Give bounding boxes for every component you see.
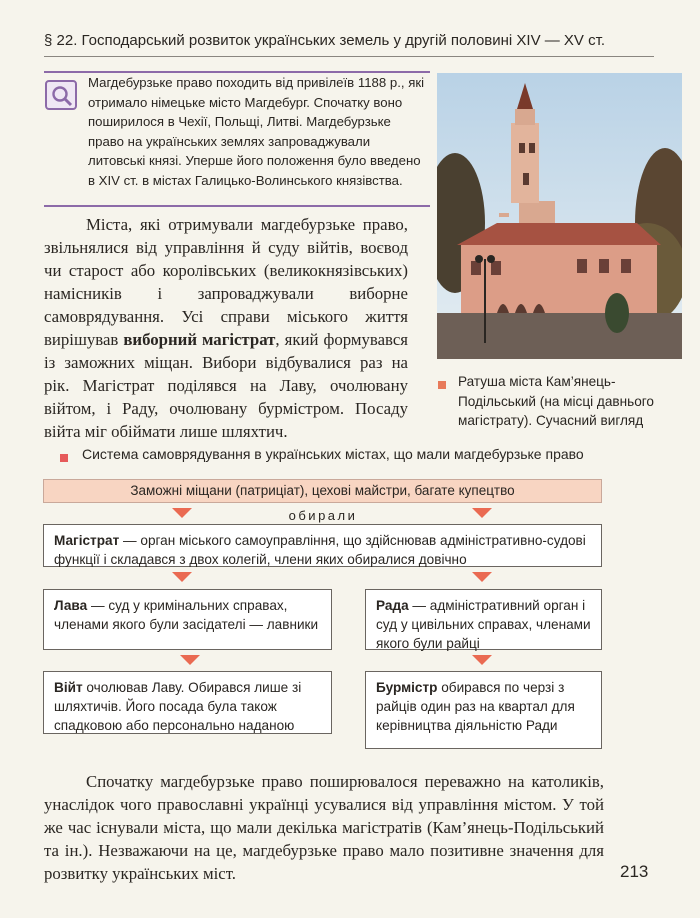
rada-box [365,589,602,650]
main-text-part2: , який формувався із заможних міщан. Вибори відбувалися раз на рік. Магістрат поділявся на Лаву, очолювану війтом, і Раду, очолювану бурмістром. Посаду війта міг обіймати лише шляхтич. [44,330,409,441]
photo-caption: Ратуша міста Кам’янець-Подільський (на місці давнього магістрату). Сучасний вигляд [458,374,654,428]
rada-term: Рада [376,598,409,613]
closing-text: Спочатку магдебурзьке право поширювалося переважно на католиків, унаслідок чого православні українці усувалися від управління містом. У той же час існували міста, що мали декілька магістратів (Кам’янець-Подільський та ін.). Незважаючи на це, магдебурзьке право мало позитивне значення для розвитку українських міст. [44,772,604,883]
elect-label: обирали [288,508,358,523]
main-paragraph [44,213,408,443]
info-note: Магдебурзьке право походить від привілеїв 1188 р., які отримало німецьке місто Магдебург. Спочатку воно поширилося в Чехії, Польщі, Литві. Магдебурзьке право на українських землях запроваджували литовські князі. Уперше його положення було введено в XIV ст. в містах Галицько-Волинського князівства. [88,75,425,188]
header-divider [44,56,654,57]
burmistr-box [365,671,602,749]
magistrat-box [43,524,602,567]
caption-marker [438,381,446,389]
lava-text: — суд у кримінальних справах, членами якого були засідателі — лавники [54,598,319,632]
arrow-down [172,508,192,518]
lava-term: Лава [54,598,88,613]
magnifier-icon [45,80,77,110]
viyt-term: Війт [54,680,83,695]
electors-box: Заможні міщани (патриціат), цехові майстри, багате купецтво [43,479,602,503]
lava-box [43,589,332,650]
main-text-part1: Міста, які отримували магдебурзьке право, звільнялися від управління й суду війтів, воєвод чи старост або королівських (великокнязівських) намісників і запроваджували виборне самоврядування. Усі справи міського життя вирішував [44,215,408,349]
rada-text: — адміністративний орган і суд у цивільних справах, членами якого були райці [376,598,591,651]
burmistr-text: обирався по черзі з райців один раз на квартал для керівництва діяльністю Ради [376,680,575,733]
note-divider-bottom [44,205,430,207]
arrow-down [472,508,492,518]
viyt-text: очолював Лаву. Обирався лише зі шляхтичів. Його посада була також спадковою або персонально наданою [54,680,302,733]
arrow-down [472,655,492,665]
arrow-down [180,655,200,665]
page-number: 213 [620,862,649,881]
chapter-header: § 22. Господарський розвиток українських земель у другій половині XIV — XV ст. [44,32,605,49]
closing-paragraph [44,770,604,885]
magistrat-term: Магістрат [54,533,120,548]
arrow-down [172,572,192,582]
burmistr-term: Бурмістр [376,680,438,695]
town-hall-photo [437,73,682,359]
main-text-bold: виборний магістрат [123,330,276,349]
diagram-marker [60,454,68,462]
arrow-down [472,572,492,582]
magistrat-text: — орган міського самоуправління, що здійснював адміністративно-судові функції і складався з двох колегій, члени яких обиралися довічно [54,533,586,567]
viyt-box [43,671,332,734]
diagram-title: Система самоврядування в українських містах, що мали магдебурзьке право [82,446,584,462]
